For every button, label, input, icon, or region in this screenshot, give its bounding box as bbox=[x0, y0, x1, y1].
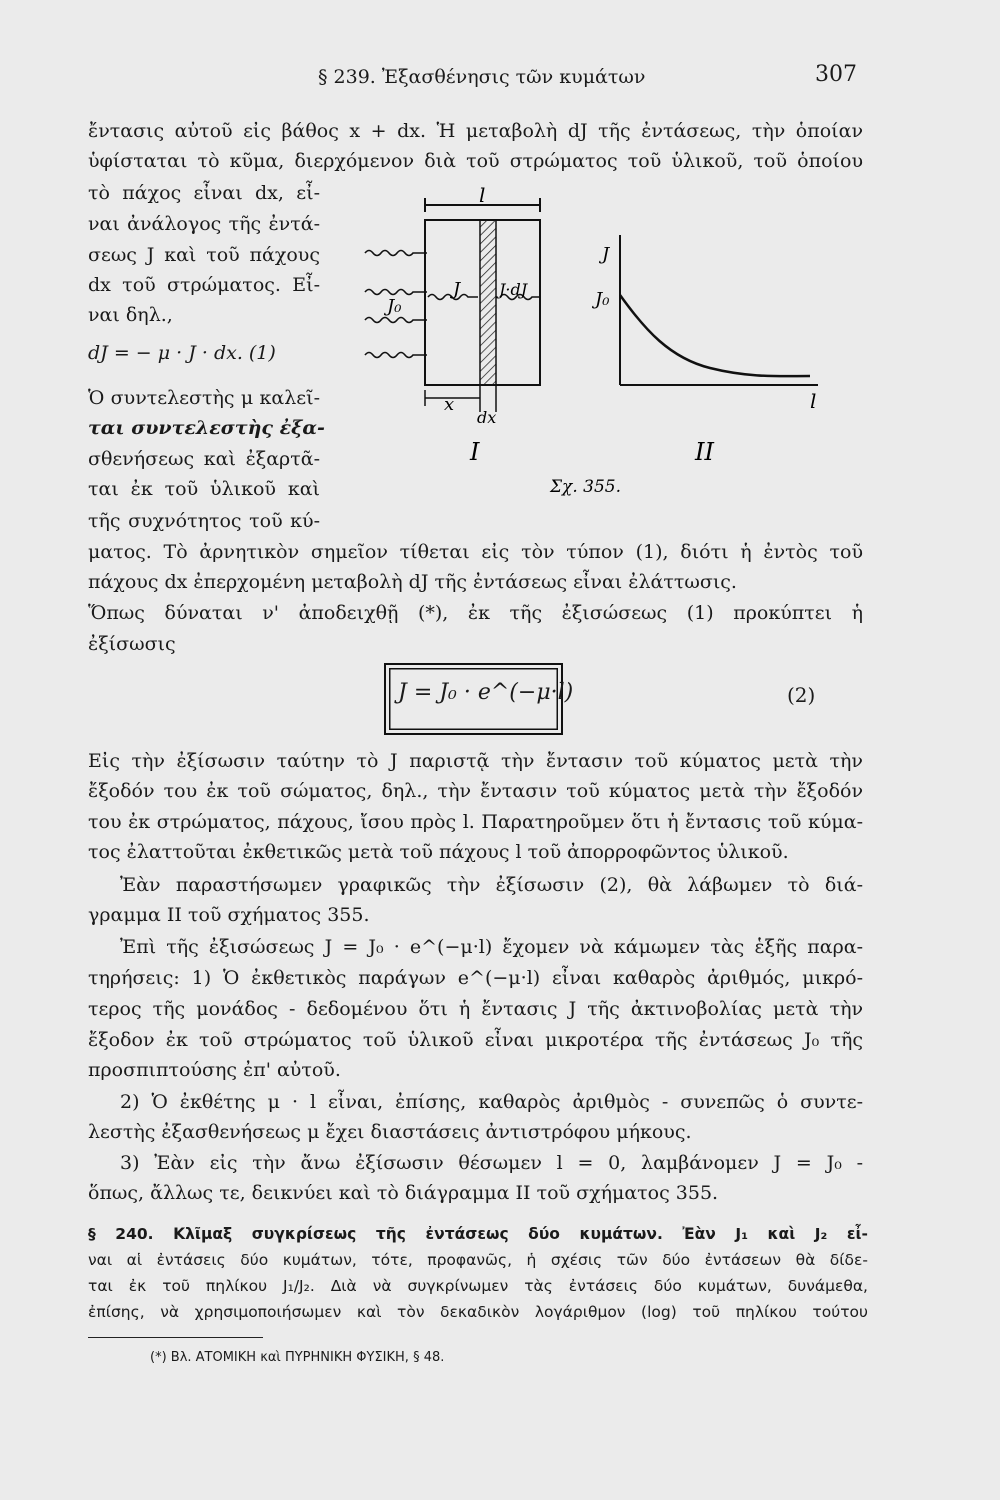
text-line: λεστὴς ἐξασθενήσεως μ ἔχει διαστάσεις ἀντιστρόφου μήκους. bbox=[88, 1121, 692, 1143]
text-line: ναι δηλ., bbox=[88, 304, 173, 326]
text-line: ὅπως, ἄλλως τε, δεικνύει καὶ τὸ διάγραμμα II τοῦ σχήματος 355. bbox=[88, 1182, 719, 1204]
text-line: σθενήσεως καὶ ἐξαρτᾶ- bbox=[88, 448, 320, 470]
text-line: 3) Ἐὰν εἰς τὴν ἄνω ἐξίσωσιν θέσωμεν l = 0, λαμβάνομεν J = J₀ - bbox=[120, 1152, 863, 1174]
hatched-layer bbox=[480, 220, 496, 385]
section-240-heading: § 240. Κλῖμαξ συγκρίσεως τῆς ἐντάσεως δύο κυμάτων. Ἐὰν J₁ καὶ J₂ εἶ- bbox=[88, 1225, 868, 1243]
equation-1: dJ = − μ · J · dx. (1) bbox=[88, 342, 276, 364]
text-line: του ἐκ στρώματος, πάχους, ἴσου πρὸς l. Παρατηροῦμεν ὅτι ἡ ἔντασις τοῦ κύμα- bbox=[88, 811, 863, 833]
text-line: ναι ἀνάλογος τῆς ἐντά- bbox=[88, 213, 320, 235]
wave-line bbox=[365, 251, 427, 256]
text-line: τος ἐλαττοῦται ἐκθετικῶς μετὰ τοῦ πάχους l τοῦ ἀπορροφῶντος ὑλικοῦ. bbox=[88, 841, 789, 863]
wave-line bbox=[365, 353, 427, 358]
section-text-line: ἐπίσης, νὰ χρησιμοποιήσωμεν καὶ τὸν δεκαδικὸν λογάριθμον (log) τοῦ πηλίκου τούτου bbox=[88, 1303, 868, 1321]
equation-2-number: (2) bbox=[787, 683, 816, 707]
text-line: τηρήσεις: 1) Ὁ ἐκθετικὸς παράγων e^(−μ·l) εἶναι καθαρὸς ἀριθμός, μικρό- bbox=[88, 967, 863, 989]
label-J0: J₀ bbox=[387, 296, 402, 317]
section-text-line: ναι αἱ ἐντάσεις δύο κυμάτων, τότε, προφανῶς, ἡ σχέσις τῶν δύο ἐντάσεων θὰ δίδε- bbox=[88, 1251, 868, 1269]
label-l: l bbox=[479, 183, 486, 207]
decay-curve bbox=[620, 295, 810, 376]
text-line: ἔντασις αὐτοῦ εἰς βάθος x + dx. Ἡ μεταβολὴ dJ τῆς ἐντάσεως, τὴν ὁποίαν bbox=[88, 120, 863, 142]
label-J0-axis: J₀ bbox=[595, 289, 610, 310]
text-line: ἔξοδόν του ἐκ τοῦ σώματος, δηλ., τὴν ἔντασιν τοῦ κύματος μετὰ τὴν ἔξοδόν bbox=[88, 780, 863, 802]
text-line: dx τοῦ στρώματος. Εἶ- bbox=[88, 274, 320, 296]
text-line: Ἐὰν παραστήσωμεν γραφικῶς τὴν ἐξίσωσιν (2), θὰ λάβωμεν τὸ διά- bbox=[120, 874, 863, 896]
text-line: Εἰς τὴν ἐξίσωσιν ταύτην τὸ J παριστᾷ τὴν ἔντασιν τοῦ κύματος μετὰ τὴν bbox=[88, 750, 863, 772]
wave-line bbox=[365, 318, 427, 323]
text-line: 2) Ὁ ἐκθέτης μ · l εἶναι, ἐπίσης, καθαρὸς ἀριθμὸς - συνεπῶς ὁ συντε- bbox=[120, 1091, 863, 1113]
text-line: προσπιπτούσης ἐπ' αὐτοῦ. bbox=[88, 1059, 341, 1081]
page-header bbox=[0, 62, 1000, 92]
equation-2: J = J₀ · e^(−μ·l) bbox=[398, 680, 574, 705]
text-line: Ὅπως δύναται ν' ἀποδειχθῇ (*), ἐκ τῆς ἐξισώσεως (1) προκύπτει ἡ bbox=[88, 602, 863, 624]
text-line: ὑφίσταται τὸ κῦμα, διερχόμενον διὰ τοῦ στρώματος τοῦ ὑλικοῦ, τοῦ ὁποίου bbox=[88, 150, 863, 172]
text-line: Ὁ συντελεστὴς μ καλεῖ- bbox=[88, 387, 320, 409]
label-x: x bbox=[444, 394, 455, 415]
text-line: τὸ πάχος εἶναι dx, εἶ- bbox=[88, 182, 320, 204]
text-line: ται ἐκ τοῦ ὑλικοῦ καὶ bbox=[88, 478, 320, 500]
page-number: 307 bbox=[815, 62, 857, 87]
text-line: ἔξοδον ἐκ τοῦ στρώματος τοῦ ὑλικοῦ εἶναι μικροτέρα τῆς ἐντάσεως J₀ τῆς bbox=[88, 1029, 863, 1051]
label-roman-I: I bbox=[470, 438, 480, 466]
figure-caption: Σχ. 355. bbox=[550, 477, 621, 497]
text-line: ματος. Τὸ ἀρνητικὸν σημεῖον τίθεται εἰς τὸν τύπον (1), διότι ἡ ἐντὸς τοῦ bbox=[88, 541, 863, 563]
label-roman-II: II bbox=[695, 438, 714, 466]
text-line: Ἐπὶ τῆς ἐξισώσεως J = J₀ · e^(−μ·l) ἔχομεν νὰ κάμωμεν τὰς ἑξῆς παρα- bbox=[120, 936, 863, 958]
wave-line bbox=[365, 290, 427, 295]
running-title: § 239. Ἐξασθένησις τῶν κυμάτων bbox=[318, 66, 646, 88]
footnote: (*) Βλ. ΑΤΟΜΙΚΗ καὶ ΠΥΡΗΝΙΚΗ ΦΥΣΙΚΗ, § 48. bbox=[150, 1350, 445, 1365]
text-line: πάχους dx ἐπερχομένη μεταβολὴ dJ τῆς ἐντάσεως εἶναι ἐλάττωσις. bbox=[88, 571, 737, 593]
label-J-axis: J bbox=[602, 244, 610, 265]
label-J: J bbox=[453, 279, 461, 300]
label-dx: dx bbox=[477, 408, 497, 427]
text-line: γραμμα II τοῦ σχήματος 355. bbox=[88, 904, 370, 926]
text-line: τῆς συχνότητος τοῦ κύ- bbox=[88, 510, 320, 532]
figure-355 bbox=[340, 180, 860, 510]
section-text-line: ται ἐκ τοῦ πηλίκου J₁/J₂. Διὰ νὰ συγκρίνωμεν τὰς ἐντάσεις δύο κυμάτων, δυνάμεθα, bbox=[88, 1277, 868, 1295]
text-line: τερος τῆς μονάδος - δεδομένου ὅτι ἡ ἔντασις J τῆς ἀκτινοβολίας μετὰ τὴν bbox=[88, 998, 863, 1020]
text-line: ἐξίσωσις bbox=[88, 633, 176, 655]
text-line: ται συντελεστὴς ἐξα- bbox=[88, 417, 325, 439]
label-l-axis: l bbox=[810, 389, 817, 413]
footnote-rule bbox=[88, 1337, 263, 1338]
label-JdJ: J·dJ bbox=[499, 280, 528, 299]
text-line: σεως J καὶ τοῦ πάχους bbox=[88, 244, 320, 266]
